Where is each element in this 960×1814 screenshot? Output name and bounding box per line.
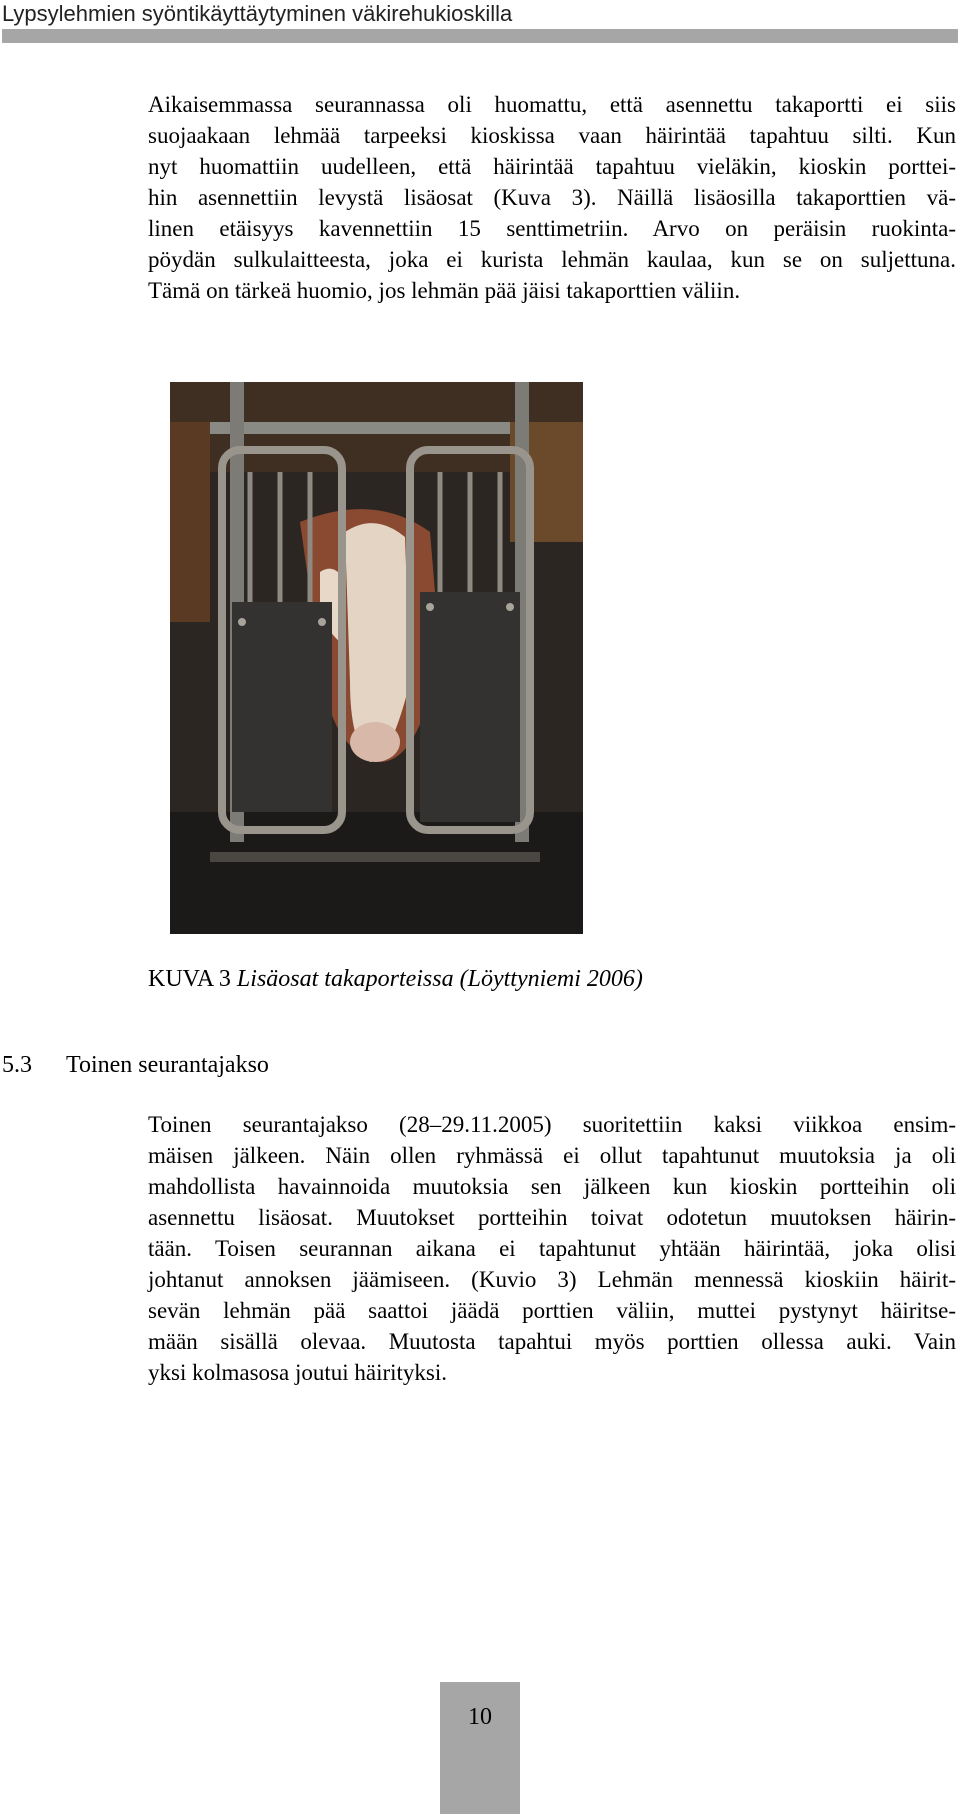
figure-caption-text: Lisäosat takaporteissa (Löyttyniemi 2006)	[236, 966, 643, 992]
running-header: Lypsylehmien syöntikäyttäytyminen väkirehukioskilla	[2, 1, 513, 26]
section-title: Toinen seurantajakso	[66, 1052, 269, 1078]
figure-photo	[170, 382, 583, 934]
paragraph-intro	[148, 89, 956, 306]
section-heading	[2, 1050, 269, 1080]
paragraph-second-period	[148, 1109, 956, 1388]
figure-label: KUVA 3	[148, 966, 231, 992]
page-number-box	[440, 1682, 520, 1814]
text-line: yksi kolmasosa joutui häirityksi.	[148, 1360, 447, 1385]
page-number: 10	[468, 1704, 492, 1730]
text-line: mahdollista havainnoida muutoksia sen jälkeen kun kioskin portteihin oli	[148, 1174, 956, 1199]
text-line: johtanut annoksen jäämiseen. (Kuvio 3) Lehmän mennessä kioskiin häirit-	[148, 1267, 956, 1292]
text-line: pöydän sulkulaitteesta, joka ei kurista lehmän kaulaa, kun se on suljettuna.	[148, 247, 956, 272]
section-number: 5.3	[2, 1052, 32, 1078]
text-line: mäisen jälkeen. Näin ollen ryhmässä ei ollut tapahtunut muutoksia ja oli	[148, 1143, 956, 1168]
header-rule	[2, 29, 958, 43]
text-line: Aikaisemmassa seurannassa oli huomattu, että asennettu takaportti ei siis	[148, 92, 956, 117]
text-line: asennettu lisäosat. Muutokset portteihin toivat odotetun muutoksen häirin-	[148, 1205, 956, 1230]
text-line: suojaakaan lehmää tarpeeksi kioskissa vaan häirintää tapahtuu silti. Kun	[148, 123, 956, 148]
text-line: sevän lehmän pää saattoi jäädä porttien väliin, muttei pystynyt häiritse-	[148, 1298, 956, 1323]
text-line: nyt huomattiin uudelleen, että häirintää tapahtuu vieläkin, kioskin porttei-	[148, 154, 956, 179]
text-line: hin asennettiin levystä lisäosat (Kuva 3). Näillä lisäosilla takaporttien vä-	[148, 185, 956, 210]
kiosk-gate-photo	[170, 382, 583, 934]
text-line: linen etäisyys kavennettiin 15 senttimetriin. Arvo on peräisin ruokinta-	[148, 216, 956, 241]
text-line: Toinen seurantajakso (28–29.11.2005) suoritettiin kaksi viikkoa ensim-	[148, 1112, 956, 1137]
figure-caption	[148, 964, 643, 994]
text-line: mään sisällä olevaa. Muutosta tapahtui myös porttien ollessa auki. Vain	[148, 1329, 956, 1354]
text-line: Tämä on tärkeä huomio, jos lehmän pää jäisi takaporttien väliin.	[148, 278, 741, 303]
text-line: tään. Toisen seurannan aikana ei tapahtunut yhtään häirintää, joka olisi	[148, 1236, 956, 1261]
